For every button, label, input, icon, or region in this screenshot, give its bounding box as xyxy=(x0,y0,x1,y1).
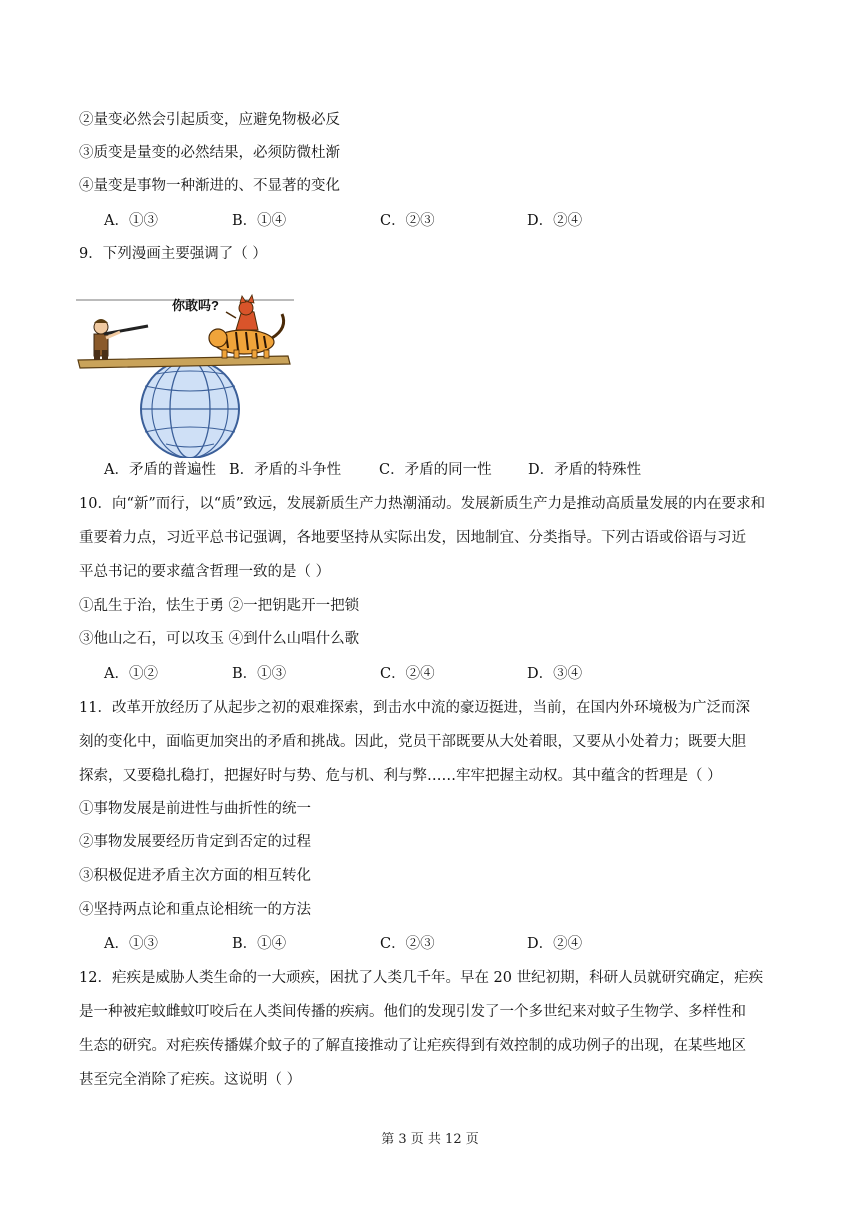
plank xyxy=(78,356,290,368)
q11-option-a: A．①③ xyxy=(104,936,158,952)
q8-item-4: ④量变是事物一种渐进的、不显著的变化 xyxy=(79,178,340,194)
q9-option-b: B．矛盾的斗争性 xyxy=(229,462,342,478)
q11-stem-line-2: 刻的变化中，面临更加突出的矛盾和挑战。因此，党员干部既要从大处着眼，又要从小处着力；既要大胆 xyxy=(79,734,746,750)
q10-option-b: B．①③ xyxy=(232,666,287,682)
q12-stem-line-1: 12．疟疾是威胁人类生命的一大顽疾，困扰了人类几千年。早在 20 世纪初期，科研人员就研究确定，疟疾 xyxy=(79,970,764,986)
q10-stem-line-2: 重要着力点，习近平总书记强调，各地要坚持从实际出发，因地制宜、分类指导。下列古语或俗语与习近 xyxy=(79,530,746,546)
q8-option-d: D．②④ xyxy=(527,213,583,229)
q12-stem-line-3: 生态的研究。对疟疾传播媒介蚊子的了解直接推动了让疟疾得到有效控制的成功例子的出现，在某些地区 xyxy=(79,1038,746,1054)
q12-stem-line-4: 甚至完全消除了疟疾。这说明（ ） xyxy=(79,1072,302,1088)
q10-stem-line-1: 10．向“新”而行，以“质”致远，发展新质生产力热潮涌动。发展新质生产力是推动高质量发展的内在要求和 xyxy=(79,496,766,512)
cartoon-image xyxy=(76,288,298,458)
q11-option-b: B．①④ xyxy=(232,936,287,952)
q8-option-c: C．②③ xyxy=(380,213,435,229)
q10-items-line-1: ①乱生于治，怯生于勇 ②一把钥匙开一把锁 xyxy=(79,598,360,614)
q10-items-line-2: ③他山之石，可以攻玉 ④到什么山唱什么歌 xyxy=(79,631,360,647)
q8-item-3: ③质变是量变的必然结果，必须防微杜渐 xyxy=(79,145,340,161)
q10-stem-line-3: 平总书记的要求蕴含哲理一致的是（ ） xyxy=(79,564,331,580)
q10-option-d: D．③④ xyxy=(527,666,583,682)
globe-icon xyxy=(141,360,239,458)
q11-item-1: ①事物发展是前进性与曲折性的统一 xyxy=(79,801,311,817)
q11-option-d: D．②④ xyxy=(527,936,583,952)
q10-option-a: A．①② xyxy=(104,666,158,682)
q9-option-c: C．矛盾的同一性 xyxy=(379,462,492,478)
q11-item-2: ②事物发展要经历肯定到否定的过程 xyxy=(79,834,311,850)
q11-stem-line-3: 探索，又要稳扎稳打，把握好时与势、危与机、利与弊……牢牢把握主动权。其中蕴含的哲理是（ ） xyxy=(79,768,722,784)
cartoon-caption: 你敢吗? xyxy=(172,298,219,313)
q11-item-3: ③积极促进矛盾主次方面的相互转化 xyxy=(79,868,311,884)
q9-option-a: A．矛盾的普遍性 xyxy=(104,462,216,478)
q8-option-a: A．①③ xyxy=(104,213,158,229)
q8-item-2: ②量变必然会引起质变，应避免物极必反 xyxy=(79,112,340,128)
q11-option-c: C．②③ xyxy=(380,936,435,952)
q9-stem: 9．下列漫画主要强调了（ ） xyxy=(79,246,267,262)
hunter-icon xyxy=(94,319,148,360)
q11-stem-line-1: 11．改革开放经历了从起步之初的艰难探索，到击水中流的豪迈挺进，当前，在国内外环境极为广泛而深 xyxy=(79,700,750,716)
q9-option-d: D．矛盾的特殊性 xyxy=(528,462,642,478)
q10-option-c: C．②④ xyxy=(380,666,435,682)
q8-option-b: B．①④ xyxy=(232,213,287,229)
q12-stem-line-2: 是一种被疟蚊雌蚊叮咬后在人类间传播的疾病。他们的发现引发了一个多世纪来对蚊子生物学、多样性和 xyxy=(79,1004,746,1020)
q11-item-4: ④坚持两点论和重点论相统一的方法 xyxy=(79,902,311,918)
page-number-footer: 第 3 页 共 12 页 xyxy=(381,1132,479,1147)
